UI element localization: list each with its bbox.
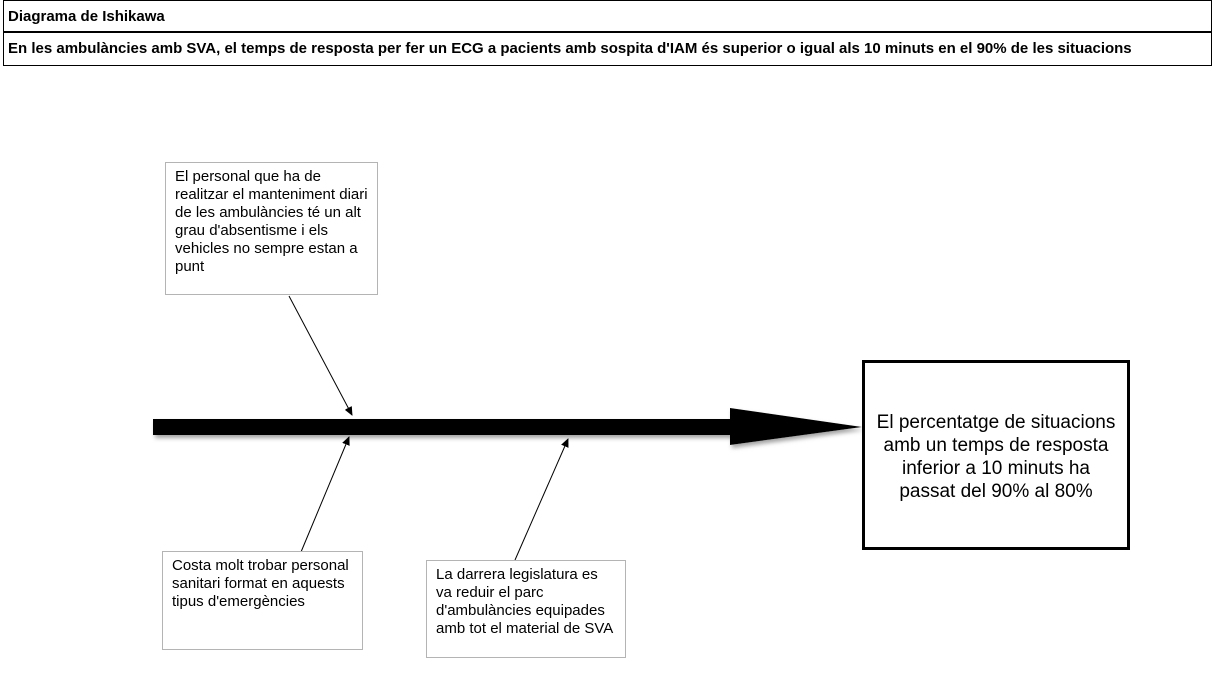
cause-box-staff: Costa molt trobar personal sanitari format en aquests tipus d'emergències [162, 551, 363, 650]
spine-arrow [153, 408, 862, 445]
diagram-title: Diagrama de Ishikawa [4, 1, 1211, 32]
cause-box-maintenance: El personal que ha de realitzar el manteniment diari de les ambulàncies té un alt grau d'absentisme i els vehicles no sempre estan a punt [165, 162, 378, 295]
problem-statement: En les ambulàncies amb SVA, el temps de resposta per fer un ECG a pacients amb sospita d'IAM és superior o igual als 10 minuts en el 90% de les situacions [4, 32, 1211, 65]
cause-arrow-2 [301, 437, 349, 552]
cause-arrow-3 [515, 439, 568, 560]
effect-box: El percentatge de situacions amb un temps de resposta inferior a 10 minuts ha passat del 90% al 80% [862, 360, 1130, 550]
cause-arrow-1 [289, 296, 352, 415]
cause-box-fleet: La darrera legislatura es va reduir el parc d'ambulàncies equipades amb tot el material de SVA [426, 560, 626, 658]
